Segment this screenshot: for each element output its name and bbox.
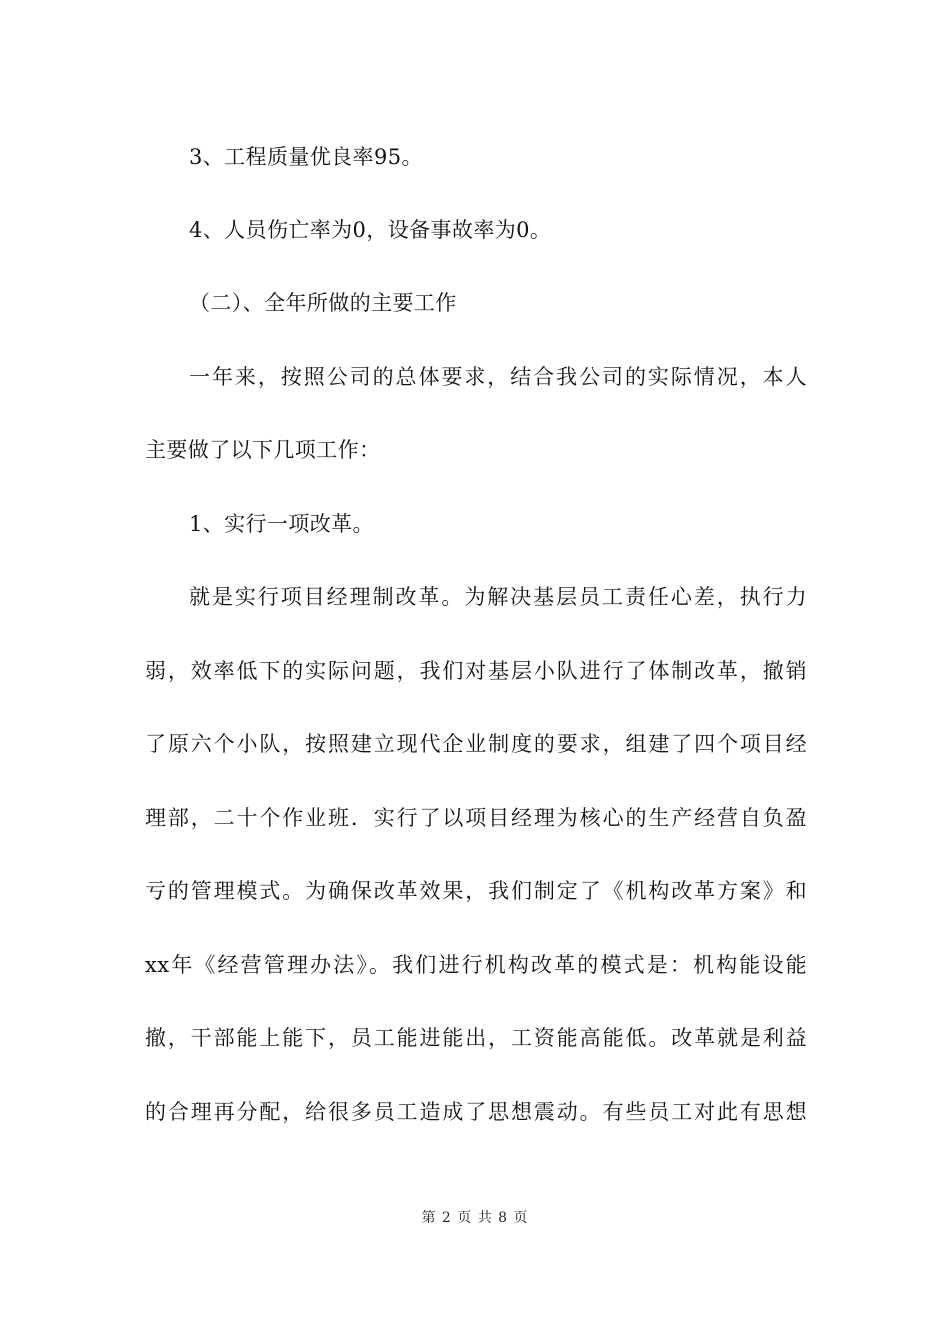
- paragraph-line: 亏的管理模式。为确保改革效果，我们制定了《机构改革方案》和: [145, 879, 807, 903]
- paragraph-line: 4、人员伤亡率为0，设备事故率为0。: [189, 218, 552, 242]
- paragraph-line: 理部，二十个作业班．实行了以项目经理为核心的生产经营自负盈: [145, 806, 807, 830]
- page-number-footer: 第 2 页 共 8 页: [421, 1210, 529, 1226]
- list-item-heading: 1、实行一项改革。: [189, 512, 374, 536]
- section-heading: （二）、全年所做的主要工作: [189, 291, 457, 315]
- paragraph-line: 的合理再分配，给很多员工造成了思想震动。有些员工对此有思想: [145, 1100, 807, 1124]
- paragraph-line: 就是实行项目经理制改革。为解决基层员工责任心差，执行力: [189, 585, 807, 609]
- paragraph-line: 了原六个小队，按照建立现代企业制度的要求，组建了四个项目经: [145, 732, 807, 756]
- paragraph-line: 主要做了以下几项工作：: [145, 438, 381, 462]
- paragraph-line: 一年来，按照公司的总体要求，结合我公司的实际情况，本人: [189, 365, 807, 389]
- paragraph-line: 3、工程质量优良率95。: [189, 145, 423, 169]
- paragraph-line: xx年《经营管理办法》。我们进行机构改革的模式是：机构能设能: [145, 953, 807, 977]
- paragraph-line: 弱，效率低下的实际问题，我们对基层小队进行了体制改革，撤销: [145, 659, 807, 683]
- paragraph-line: 撤，干部能上能下，员工能进能出，工资能高能低。改革就是利益: [145, 1026, 807, 1050]
